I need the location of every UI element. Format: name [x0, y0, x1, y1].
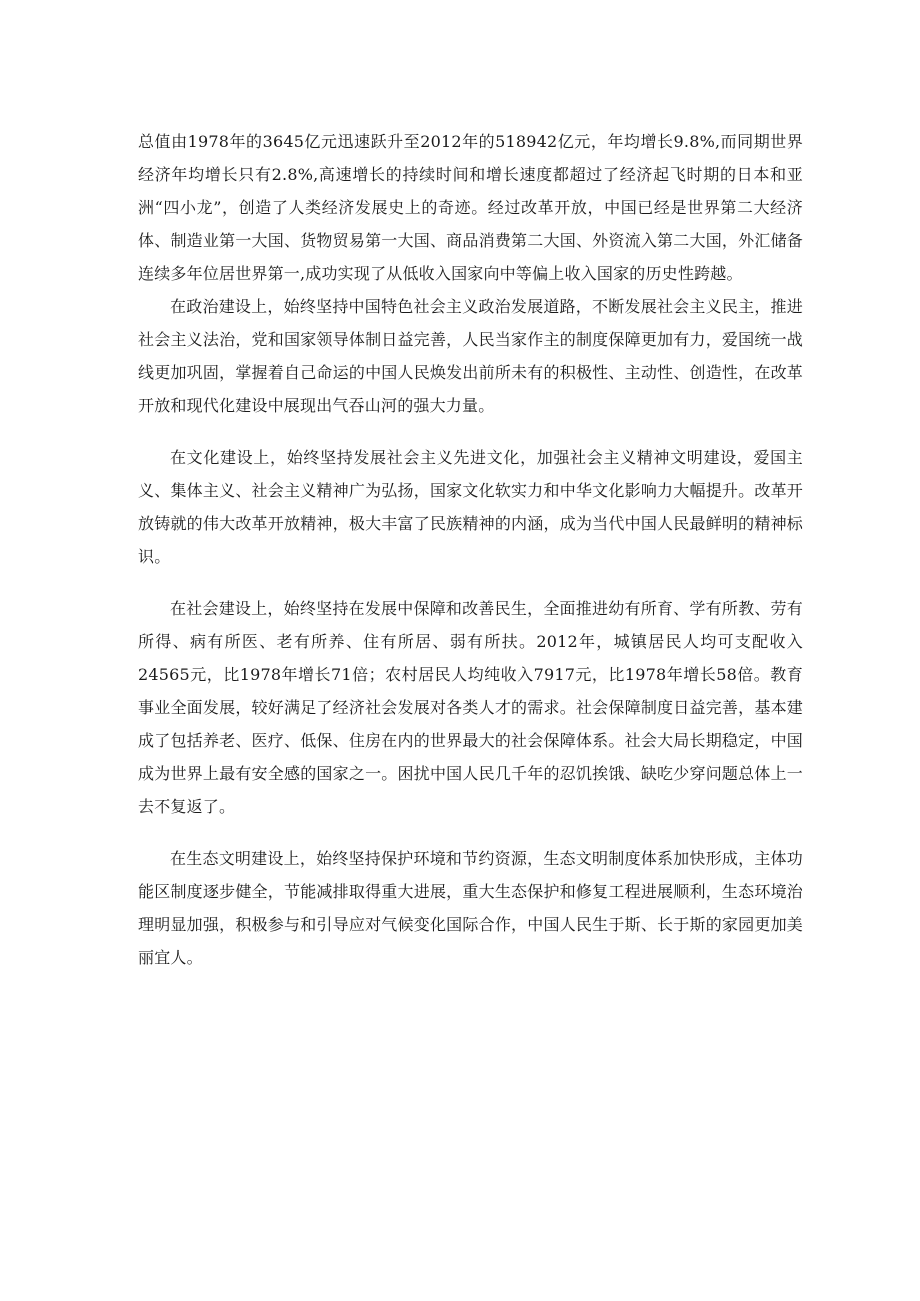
- paragraph-political-construction: 在政治建设上，始终坚持中国特色社会主义政治发展道路，不断发展社会主义民主，推进社会主义法治，党和国家领导体制日益完善，人民当家作主的制度保障更加有力，爱国统一战线更加巩固，掌握着自己命运的中国人民焕发出前所未有的积极性、主动性、创造性，在改革开放和现代化建设中展现出气吞山河的强大力量。: [138, 297, 803, 415]
- paragraph-social-construction: 在社会建设上，始终坚持在发展中保障和改善民生，全面推进幼有所育、学有所教、劳有所得、病有所医、老有所养、住有所居、弱有所扶。2012年，城镇居民人均可支配收入24565元，比1978年增长71倍；农村居民人均纯收入7917元，比1978年增长58倍。教育事业全面发展，较好满足了经济社会发展对各类人才的需求。社会保障制度日益完善，基本建成了包括养老、医疗、低保、住房在内的世界最大的社会保障体系。社会大局长期稳定，中国成为世界上最有安全感的国家之一。困扰中国人民几千年的忍饥挨饿、缺吃少穿问题总体上一去不复返了。: [138, 599, 803, 816]
- paragraph-economy-continued: 总值由1978年的3645亿元迅速跃升至2012年的518942亿元，年均增长9.8%,而同期世界经济年均增长只有2.8%,高速增长的持续时间和增长速度都超过了经济起飞时期的日本和亚洲“四小龙”，创造了人类经济发展史上的奇迹。经过改革开放，中国已经是世界第二大经济体、制造业第一大国、货物贸易第一大国、商品消费第二大国、外资流入第二大国，外汇储备连续多年位居世界第一,成功实现了从低收入国家向中等偏上收入国家的历史性跨越。: [138, 132, 803, 283]
- document-body: [138, 125, 803, 993]
- paragraph-cultural-construction: 在文化建设上，始终坚持发展社会主义先进文化，加强社会主义精神文明建设，爱国主义、集体主义、社会主义精神广为弘扬，国家文化软实力和中华文化影响力大幅提升。改革开放铸就的伟大改革开放精神，极大丰富了民族精神的内涵，成为当代中国人民最鲜明的精神标识。: [138, 448, 803, 566]
- paragraph-ecological-construction: 在生态文明建设上，始终坚持保护环境和节约资源，生态文明制度体系加快形成，主体功能区制度逐步健全，节能减排取得重大进展，重大生态保护和修复工程进展顺利，生态环境治理明显加强，积极参与和引导应对气候变化国际合作，中国人民生于斯、长于斯的家园更加美丽宜人。: [138, 849, 803, 967]
